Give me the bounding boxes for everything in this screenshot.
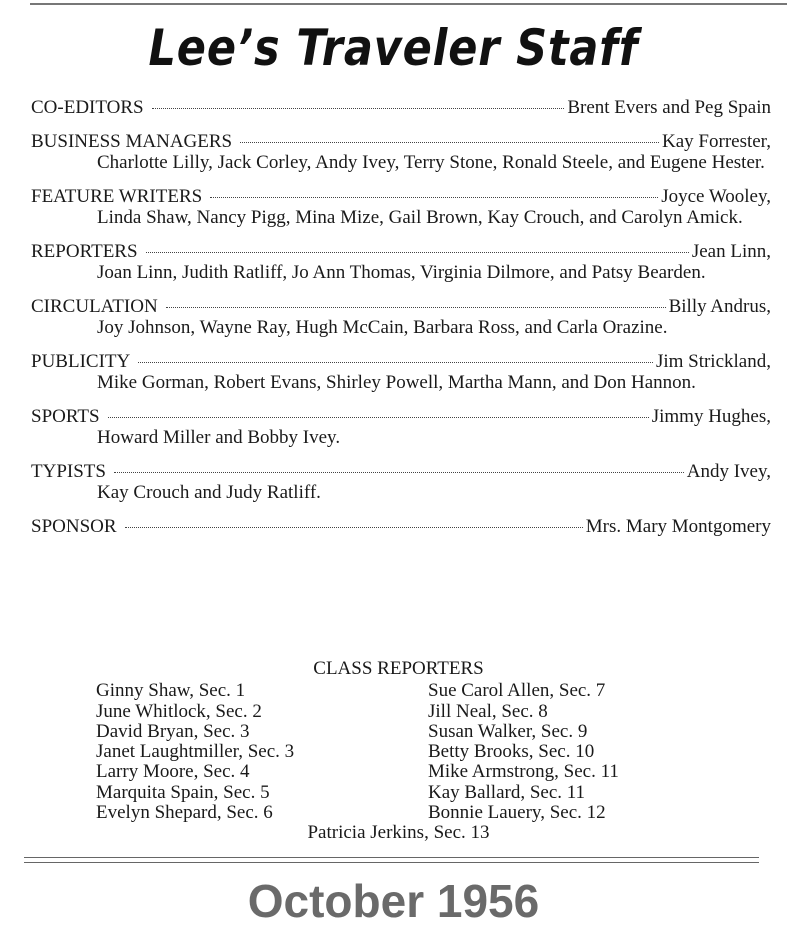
list-item: Mike Armstrong, Sec. 11	[428, 761, 619, 783]
section-label: FEATURE WRITERS	[31, 186, 203, 207]
section-sponsor	[31, 516, 771, 537]
section-sports	[31, 406, 771, 448]
class-reporters	[0, 659, 787, 844]
section-names: Joan Linn, Judith Ratliff, Jo Ann Thomas, Virginia Dilmore, and Patsy Bearden.	[97, 262, 706, 283]
section-names: Linda Shaw, Nancy Pigg, Mina Mize, Gail Brown, Kay Crouch, and Carolyn Amick.	[97, 207, 743, 228]
dot-leader	[146, 252, 689, 253]
section-label: SPORTS	[31, 406, 100, 427]
section-label: PUBLICITY	[31, 351, 131, 372]
section-names: Kay Crouch and Judy Ratliff.	[97, 482, 321, 503]
list-item: Janet Laughtmiller, Sec. 3	[96, 741, 295, 763]
section-label: CO-EDITORS	[31, 97, 144, 118]
dot-leader	[166, 307, 666, 308]
dot-leader	[138, 362, 653, 363]
section-first-names: Billy Andrus,	[668, 296, 771, 317]
list-item: Evelyn Shepard, Sec. 6	[96, 802, 273, 824]
list-item: Jill Neal, Sec. 8	[428, 700, 548, 722]
list-item: Kay Ballard, Sec. 11	[428, 781, 586, 803]
section-names: Charlotte Lilly, Jack Corley, Andy Ivey, Terry Stone, Ronald Steele, and Eugene Hester.	[97, 152, 765, 173]
section-business-managers	[31, 131, 771, 173]
section-label: SPONSOR	[31, 516, 117, 537]
section-typists	[31, 461, 771, 503]
section-reporters	[31, 241, 771, 283]
section-first-names: Kay Forrester,	[662, 131, 771, 152]
section-feature-writers	[31, 186, 771, 228]
list-item: Larry Moore, Sec. 4	[96, 761, 250, 783]
section-co-editors	[31, 97, 771, 118]
dot-leader	[240, 142, 659, 143]
section-label: BUSINESS MANAGERS	[31, 131, 233, 152]
dot-leader	[210, 197, 658, 198]
dot-leader	[152, 108, 565, 109]
class-reporters-right-column	[428, 681, 758, 823]
class-reporters-left-column	[96, 681, 428, 823]
section-first-names: Mrs. Mary Montgomery	[585, 516, 771, 537]
list-item: Sue Carol Allen, Sec. 7	[428, 680, 606, 702]
section-names: Howard Miller and Bobby Ivey.	[97, 427, 341, 448]
section-first-names: Jean Linn,	[691, 241, 771, 262]
issue-date: October 1956	[247, 875, 540, 927]
section-names: Mike Gorman, Robert Evans, Shirley Powell, Martha Mann, and Don Hannon.	[97, 372, 696, 393]
dot-leader	[108, 417, 649, 418]
list-item: Betty Brooks, Sec. 10	[428, 741, 595, 763]
section-circulation	[31, 296, 771, 338]
staff-sections	[31, 97, 771, 550]
section-first-names: Jim Strickland,	[655, 351, 771, 372]
dot-leader	[125, 527, 583, 528]
section-label: CIRCULATION	[31, 296, 158, 317]
dot-leader	[114, 472, 684, 473]
list-item: Susan Walker, Sec. 9	[428, 720, 588, 742]
top-rule	[30, 3, 787, 5]
list-item: David Bryan, Sec. 3	[96, 720, 250, 742]
section-first-names: Jimmy Hughes,	[651, 406, 771, 427]
section-first-names: Joyce Wooley,	[661, 186, 771, 207]
list-item: June Whitlock, Sec. 2	[96, 700, 262, 722]
section-publicity	[31, 351, 771, 393]
list-item: Marquita Spain, Sec. 5	[96, 781, 270, 803]
class-reporters-heading: CLASS REPORTERS	[313, 658, 484, 679]
page-title: Lee’s Traveler Staff	[148, 19, 639, 77]
list-item: Ginny Shaw, Sec. 1	[96, 680, 246, 702]
section-label: REPORTERS	[31, 241, 138, 262]
list-item: Patricia Jerkins, Sec. 13	[307, 822, 490, 844]
bottom-double-rule	[24, 857, 759, 867]
section-names: Joy Johnson, Wayne Ray, Hugh McCain, Barbara Ross, and Carla Orazine.	[97, 317, 668, 338]
section-label: TYPISTS	[31, 461, 106, 482]
section-first-names: Brent Evers and Peg Spain	[567, 97, 771, 118]
section-first-names: Andy Ivey,	[686, 461, 771, 482]
list-item: Bonnie Lauery, Sec. 12	[428, 802, 606, 824]
